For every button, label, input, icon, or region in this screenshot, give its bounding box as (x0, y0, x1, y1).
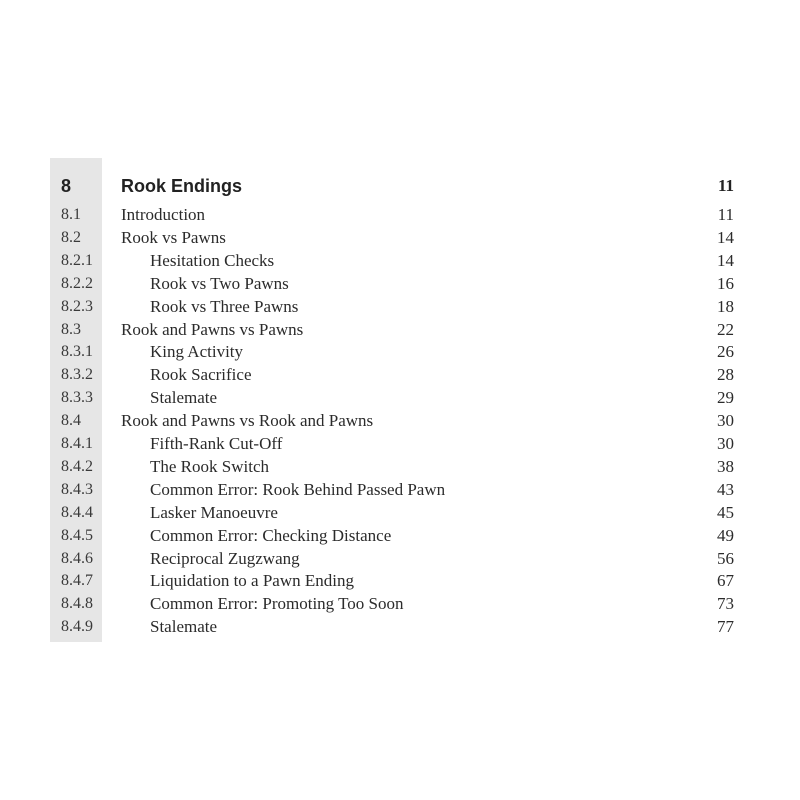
section-title: Rook and Pawns vs Pawns (121, 319, 304, 339)
section-title: Reciprocal Zugzwang (150, 548, 300, 568)
section-number: 8.2.2 (61, 274, 93, 292)
section-page-number: 56 (717, 548, 734, 568)
section-title: Introduction (121, 205, 206, 224)
section-page-number: 30 (717, 411, 734, 431)
section-title: Fifth-Rank Cut-Off (150, 434, 283, 453)
section-number: 8.4.8 (61, 595, 93, 613)
section-page-number: 38 (717, 456, 734, 476)
toc-entry-row (0, 569, 800, 592)
section-number: 8.4.7 (61, 572, 93, 590)
toc-entry-row (0, 455, 800, 478)
section-title: Common Error: Promoting Too Soon (150, 594, 404, 614)
section-page-number: 16 (717, 273, 734, 293)
section-number: 8.4.9 (61, 618, 93, 636)
section-number: 8.2 (61, 228, 81, 246)
toc-entry-row (0, 501, 800, 524)
section-title: Stalemate (150, 388, 218, 408)
section-title: Liquidation to a Pawn Ending (150, 571, 354, 591)
section-title: Rook Sacrifice (150, 365, 252, 385)
section-title: Hesitation Checks (150, 250, 275, 270)
section-number: 8.4.5 (61, 526, 93, 544)
toc-entry-row (0, 249, 800, 272)
toc-entry-row (0, 318, 800, 341)
section-page-number: 73 (717, 594, 734, 614)
chapter-number: 8 (61, 176, 72, 196)
toc-entry-row (0, 295, 800, 318)
section-number: 8.3.1 (61, 343, 93, 361)
toc-entry-row (0, 386, 800, 409)
section-page-number: 14 (717, 227, 734, 247)
section-page-number: 45 (717, 502, 734, 522)
section-page-number: 22 (717, 319, 734, 339)
section-number: 8.4.3 (61, 480, 93, 498)
section-number: 8.2.3 (61, 297, 93, 315)
section-number: 8.4.4 (61, 503, 93, 521)
section-number: 8.4 (61, 412, 81, 430)
section-page-number: 18 (717, 296, 734, 316)
toc-entry-row (0, 203, 800, 226)
toc-entry-row (0, 615, 800, 638)
section-number: 8.2.1 (61, 251, 93, 269)
toc-entry-row (0, 524, 800, 547)
section-number: 8.3.3 (61, 389, 93, 407)
section-number: 8.4.6 (61, 549, 93, 567)
section-title: King Activity (150, 342, 244, 362)
section-number: 8.1 (61, 206, 81, 223)
toc-entry-row (0, 363, 800, 386)
toc-entry-row (0, 226, 800, 249)
section-title: Rook vs Two Pawns (150, 273, 289, 293)
section-number: 8.4.2 (61, 457, 93, 475)
section-number: 8.3 (61, 320, 81, 338)
toc-entry-row (0, 272, 800, 295)
section-title: Rook and Pawns vs Rook and Pawns (121, 411, 374, 431)
toc-entry-row (0, 478, 800, 501)
toc-entry-row (0, 592, 800, 615)
chapter-page-number: 11 (717, 176, 734, 195)
section-title: Rook vs Pawns (121, 227, 226, 247)
toc-entry-row (0, 547, 800, 570)
section-page-number: 30 (717, 434, 734, 453)
chapter-title: Rook Endings (121, 176, 242, 196)
section-page-number: 77 (717, 617, 734, 637)
section-page-number: 49 (717, 525, 734, 545)
section-page-number: 43 (717, 479, 734, 499)
section-page-number: 29 (717, 388, 734, 408)
section-page-number: 28 (717, 365, 734, 385)
chapter-heading-row (0, 172, 800, 200)
section-title: Lasker Manoeuvre (150, 502, 278, 522)
toc-entry-row (0, 340, 800, 363)
section-page-number: 14 (717, 250, 734, 270)
toc-entry-row (0, 432, 800, 455)
section-page-number: 11 (717, 205, 734, 224)
section-title: Common Error: Checking Distance (150, 525, 392, 545)
section-title: Stalemate (150, 617, 218, 637)
section-number: 8.4.1 (61, 435, 93, 452)
section-title: Rook vs Three Pawns (150, 296, 299, 316)
toc-entry-row (0, 409, 800, 432)
section-page-number: 26 (717, 342, 734, 362)
section-page-number: 67 (717, 571, 734, 591)
section-title: Common Error: Rook Behind Passed Pawn (150, 479, 446, 499)
section-title: The Rook Switch (150, 456, 269, 476)
section-number: 8.3.2 (61, 366, 93, 384)
